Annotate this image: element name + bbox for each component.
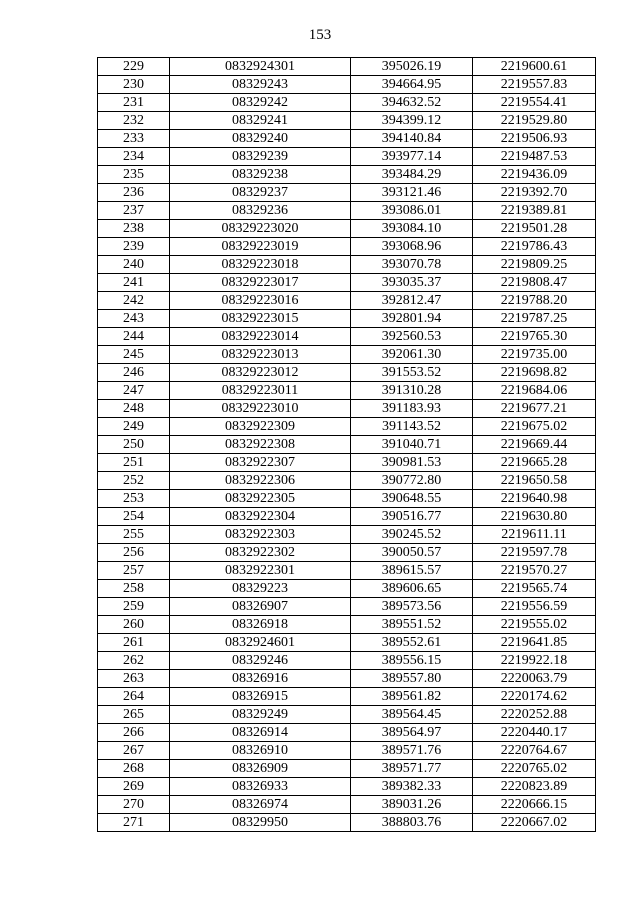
point-id-cell: 08329223018 <box>170 256 351 274</box>
point-id-cell: 08329223017 <box>170 274 351 292</box>
row-number-cell: 236 <box>98 184 170 202</box>
x-coordinate-cell: 390516.77 <box>351 508 473 526</box>
point-id-cell: 08326907 <box>170 598 351 616</box>
table-row <box>98 490 596 508</box>
x-coordinate-cell: 391553.52 <box>351 364 473 382</box>
y-coordinate-cell: 2220252.88 <box>473 706 596 724</box>
row-number-cell: 237 <box>98 202 170 220</box>
x-coordinate-cell: 389382.33 <box>351 778 473 796</box>
x-coordinate-cell: 393121.46 <box>351 184 473 202</box>
row-number-cell: 270 <box>98 796 170 814</box>
row-number-cell: 252 <box>98 472 170 490</box>
y-coordinate-cell: 2219675.02 <box>473 418 596 436</box>
y-coordinate-cell: 2219665.28 <box>473 454 596 472</box>
point-id-cell: 08329223020 <box>170 220 351 238</box>
y-coordinate-cell: 2219529.80 <box>473 112 596 130</box>
point-id-cell: 0832924301 <box>170 58 351 76</box>
y-coordinate-cell: 2219669.44 <box>473 436 596 454</box>
table-row <box>98 184 596 202</box>
y-coordinate-cell: 2220440.17 <box>473 724 596 742</box>
y-coordinate-cell: 2219570.27 <box>473 562 596 580</box>
table-row <box>98 508 596 526</box>
x-coordinate-cell: 390648.55 <box>351 490 473 508</box>
point-id-cell: 08329223013 <box>170 346 351 364</box>
row-number-cell: 268 <box>98 760 170 778</box>
x-coordinate-cell: 389564.45 <box>351 706 473 724</box>
row-number-cell: 243 <box>98 310 170 328</box>
point-id-cell: 08326909 <box>170 760 351 778</box>
row-number-cell: 256 <box>98 544 170 562</box>
point-id-cell: 08329236 <box>170 202 351 220</box>
x-coordinate-cell: 392061.30 <box>351 346 473 364</box>
table-row <box>98 652 596 670</box>
x-coordinate-cell: 392801.94 <box>351 310 473 328</box>
table-row <box>98 706 596 724</box>
table-row <box>98 364 596 382</box>
point-id-cell: 0832922304 <box>170 508 351 526</box>
table-row <box>98 112 596 130</box>
y-coordinate-cell: 2219786.43 <box>473 238 596 256</box>
table-row <box>98 472 596 490</box>
x-coordinate-cell: 393084.10 <box>351 220 473 238</box>
row-number-cell: 234 <box>98 148 170 166</box>
point-id-cell: 08326914 <box>170 724 351 742</box>
point-id-cell: 08329223010 <box>170 400 351 418</box>
row-number-cell: 248 <box>98 400 170 418</box>
point-id-cell: 0832922301 <box>170 562 351 580</box>
y-coordinate-cell: 2219650.58 <box>473 472 596 490</box>
row-number-cell: 265 <box>98 706 170 724</box>
point-id-cell: 0832922305 <box>170 490 351 508</box>
x-coordinate-cell: 391310.28 <box>351 382 473 400</box>
point-id-cell: 08329223 <box>170 580 351 598</box>
table-row <box>98 616 596 634</box>
row-number-cell: 253 <box>98 490 170 508</box>
row-number-cell: 235 <box>98 166 170 184</box>
point-id-cell: 08329950 <box>170 814 351 832</box>
y-coordinate-cell: 2219611.11 <box>473 526 596 544</box>
point-id-cell: 08329240 <box>170 130 351 148</box>
point-id-cell: 08329223019 <box>170 238 351 256</box>
x-coordinate-cell: 394140.84 <box>351 130 473 148</box>
table-row <box>98 796 596 814</box>
x-coordinate-cell: 393068.96 <box>351 238 473 256</box>
y-coordinate-cell: 2219684.06 <box>473 382 596 400</box>
row-number-cell: 271 <box>98 814 170 832</box>
x-coordinate-cell: 390050.57 <box>351 544 473 562</box>
table-row <box>98 310 596 328</box>
table-row <box>98 256 596 274</box>
table-row <box>98 400 596 418</box>
table-row <box>98 292 596 310</box>
table-row <box>98 220 596 238</box>
y-coordinate-cell: 2219641.85 <box>473 634 596 652</box>
y-coordinate-cell: 2219389.81 <box>473 202 596 220</box>
table-row <box>98 760 596 778</box>
x-coordinate-cell: 389571.76 <box>351 742 473 760</box>
table-row <box>98 166 596 184</box>
y-coordinate-cell: 2219487.53 <box>473 148 596 166</box>
table-row <box>98 526 596 544</box>
x-coordinate-cell: 389031.26 <box>351 796 473 814</box>
point-id-cell: 08326910 <box>170 742 351 760</box>
row-number-cell: 232 <box>98 112 170 130</box>
x-coordinate-cell: 394399.12 <box>351 112 473 130</box>
table-row <box>98 274 596 292</box>
y-coordinate-cell: 2219677.21 <box>473 400 596 418</box>
y-coordinate-cell: 2220666.15 <box>473 796 596 814</box>
row-number-cell: 257 <box>98 562 170 580</box>
y-coordinate-cell: 2219809.25 <box>473 256 596 274</box>
row-number-cell: 259 <box>98 598 170 616</box>
row-number-cell: 249 <box>98 418 170 436</box>
row-number-cell: 260 <box>98 616 170 634</box>
x-coordinate-cell: 389552.61 <box>351 634 473 652</box>
table-row <box>98 328 596 346</box>
page-number: 153 <box>308 27 332 43</box>
table-row <box>98 562 596 580</box>
row-number-cell: 246 <box>98 364 170 382</box>
row-number-cell: 254 <box>98 508 170 526</box>
table-row <box>98 742 596 760</box>
y-coordinate-cell: 2219922.18 <box>473 652 596 670</box>
coordinates-table <box>97 57 596 832</box>
y-coordinate-cell: 2219557.83 <box>473 76 596 94</box>
y-coordinate-cell: 2219554.41 <box>473 94 596 112</box>
y-coordinate-cell: 2220174.62 <box>473 688 596 706</box>
table-row <box>98 670 596 688</box>
x-coordinate-cell: 389556.15 <box>351 652 473 670</box>
x-coordinate-cell: 390981.53 <box>351 454 473 472</box>
table-row <box>98 58 596 76</box>
row-number-cell: 229 <box>98 58 170 76</box>
y-coordinate-cell: 2219555.02 <box>473 616 596 634</box>
y-coordinate-cell: 2219506.93 <box>473 130 596 148</box>
x-coordinate-cell: 392812.47 <box>351 292 473 310</box>
row-number-cell: 267 <box>98 742 170 760</box>
point-id-cell: 08326974 <box>170 796 351 814</box>
row-number-cell: 245 <box>98 346 170 364</box>
table-row <box>98 598 596 616</box>
point-id-cell: 08329241 <box>170 112 351 130</box>
point-id-cell: 08329223011 <box>170 382 351 400</box>
x-coordinate-cell: 390245.52 <box>351 526 473 544</box>
table-row <box>98 202 596 220</box>
point-id-cell: 08326916 <box>170 670 351 688</box>
point-id-cell: 08329249 <box>170 706 351 724</box>
y-coordinate-cell: 2220063.79 <box>473 670 596 688</box>
table-row <box>98 148 596 166</box>
row-number-cell: 255 <box>98 526 170 544</box>
x-coordinate-cell: 389571.77 <box>351 760 473 778</box>
table-row <box>98 94 596 112</box>
row-number-cell: 264 <box>98 688 170 706</box>
point-id-cell: 0832922309 <box>170 418 351 436</box>
point-id-cell: 08326933 <box>170 778 351 796</box>
point-id-cell: 0832922308 <box>170 436 351 454</box>
point-id-cell: 08329246 <box>170 652 351 670</box>
row-number-cell: 250 <box>98 436 170 454</box>
x-coordinate-cell: 393484.29 <box>351 166 473 184</box>
y-coordinate-cell: 2219630.80 <box>473 508 596 526</box>
point-id-cell: 0832922307 <box>170 454 351 472</box>
x-coordinate-cell: 389551.52 <box>351 616 473 634</box>
x-coordinate-cell: 391040.71 <box>351 436 473 454</box>
point-id-cell: 0832924601 <box>170 634 351 652</box>
x-coordinate-cell: 393035.37 <box>351 274 473 292</box>
y-coordinate-cell: 2219600.61 <box>473 58 596 76</box>
table-row <box>98 454 596 472</box>
row-number-cell: 244 <box>98 328 170 346</box>
y-coordinate-cell: 2219597.78 <box>473 544 596 562</box>
row-number-cell: 263 <box>98 670 170 688</box>
row-number-cell: 239 <box>98 238 170 256</box>
x-coordinate-cell: 395026.19 <box>351 58 473 76</box>
table-row <box>98 346 596 364</box>
row-number-cell: 247 <box>98 382 170 400</box>
table-row <box>98 544 596 562</box>
x-coordinate-cell: 389564.97 <box>351 724 473 742</box>
point-id-cell: 08329238 <box>170 166 351 184</box>
y-coordinate-cell: 2219698.82 <box>473 364 596 382</box>
y-coordinate-cell: 2220764.67 <box>473 742 596 760</box>
y-coordinate-cell: 2219735.00 <box>473 346 596 364</box>
table-row <box>98 814 596 832</box>
y-coordinate-cell: 2219565.74 <box>473 580 596 598</box>
point-id-cell: 08329239 <box>170 148 351 166</box>
x-coordinate-cell: 391183.93 <box>351 400 473 418</box>
y-coordinate-cell: 2219787.25 <box>473 310 596 328</box>
x-coordinate-cell: 393977.14 <box>351 148 473 166</box>
x-coordinate-cell: 391143.52 <box>351 418 473 436</box>
table-body <box>98 58 596 832</box>
table-row <box>98 76 596 94</box>
x-coordinate-cell: 389615.57 <box>351 562 473 580</box>
y-coordinate-cell: 2220765.02 <box>473 760 596 778</box>
y-coordinate-cell: 2219392.70 <box>473 184 596 202</box>
point-id-cell: 08329237 <box>170 184 351 202</box>
x-coordinate-cell: 390772.80 <box>351 472 473 490</box>
point-id-cell: 08329243 <box>170 76 351 94</box>
point-id-cell: 0832922302 <box>170 544 351 562</box>
table-row <box>98 436 596 454</box>
row-number-cell: 262 <box>98 652 170 670</box>
table-row <box>98 238 596 256</box>
row-number-cell: 251 <box>98 454 170 472</box>
point-id-cell: 08329223015 <box>170 310 351 328</box>
y-coordinate-cell: 2219640.98 <box>473 490 596 508</box>
point-id-cell: 08329223012 <box>170 364 351 382</box>
row-number-cell: 241 <box>98 274 170 292</box>
table-row <box>98 724 596 742</box>
y-coordinate-cell: 2220667.02 <box>473 814 596 832</box>
point-id-cell: 08329242 <box>170 94 351 112</box>
table-row <box>98 778 596 796</box>
x-coordinate-cell: 393070.78 <box>351 256 473 274</box>
x-coordinate-cell: 392560.53 <box>351 328 473 346</box>
table-row <box>98 580 596 598</box>
row-number-cell: 231 <box>98 94 170 112</box>
x-coordinate-cell: 389561.82 <box>351 688 473 706</box>
row-number-cell: 242 <box>98 292 170 310</box>
x-coordinate-cell: 388803.76 <box>351 814 473 832</box>
row-number-cell: 233 <box>98 130 170 148</box>
point-id-cell: 08326918 <box>170 616 351 634</box>
row-number-cell: 240 <box>98 256 170 274</box>
x-coordinate-cell: 394632.52 <box>351 94 473 112</box>
row-number-cell: 266 <box>98 724 170 742</box>
point-id-cell: 0832922303 <box>170 526 351 544</box>
table-row <box>98 130 596 148</box>
x-coordinate-cell: 393086.01 <box>351 202 473 220</box>
row-number-cell: 269 <box>98 778 170 796</box>
row-number-cell: 230 <box>98 76 170 94</box>
x-coordinate-cell: 389606.65 <box>351 580 473 598</box>
y-coordinate-cell: 2219788.20 <box>473 292 596 310</box>
y-coordinate-cell: 2219765.30 <box>473 328 596 346</box>
point-id-cell: 08329223016 <box>170 292 351 310</box>
y-coordinate-cell: 2220823.89 <box>473 778 596 796</box>
row-number-cell: 261 <box>98 634 170 652</box>
x-coordinate-cell: 389573.56 <box>351 598 473 616</box>
point-id-cell: 08326915 <box>170 688 351 706</box>
point-id-cell: 0832922306 <box>170 472 351 490</box>
y-coordinate-cell: 2219436.09 <box>473 166 596 184</box>
y-coordinate-cell: 2219556.59 <box>473 598 596 616</box>
table-row <box>98 688 596 706</box>
y-coordinate-cell: 2219808.47 <box>473 274 596 292</box>
point-id-cell: 08329223014 <box>170 328 351 346</box>
table-row <box>98 634 596 652</box>
x-coordinate-cell: 389557.80 <box>351 670 473 688</box>
table-row <box>98 382 596 400</box>
y-coordinate-cell: 2219501.28 <box>473 220 596 238</box>
table-row <box>98 418 596 436</box>
row-number-cell: 238 <box>98 220 170 238</box>
x-coordinate-cell: 394664.95 <box>351 76 473 94</box>
row-number-cell: 258 <box>98 580 170 598</box>
